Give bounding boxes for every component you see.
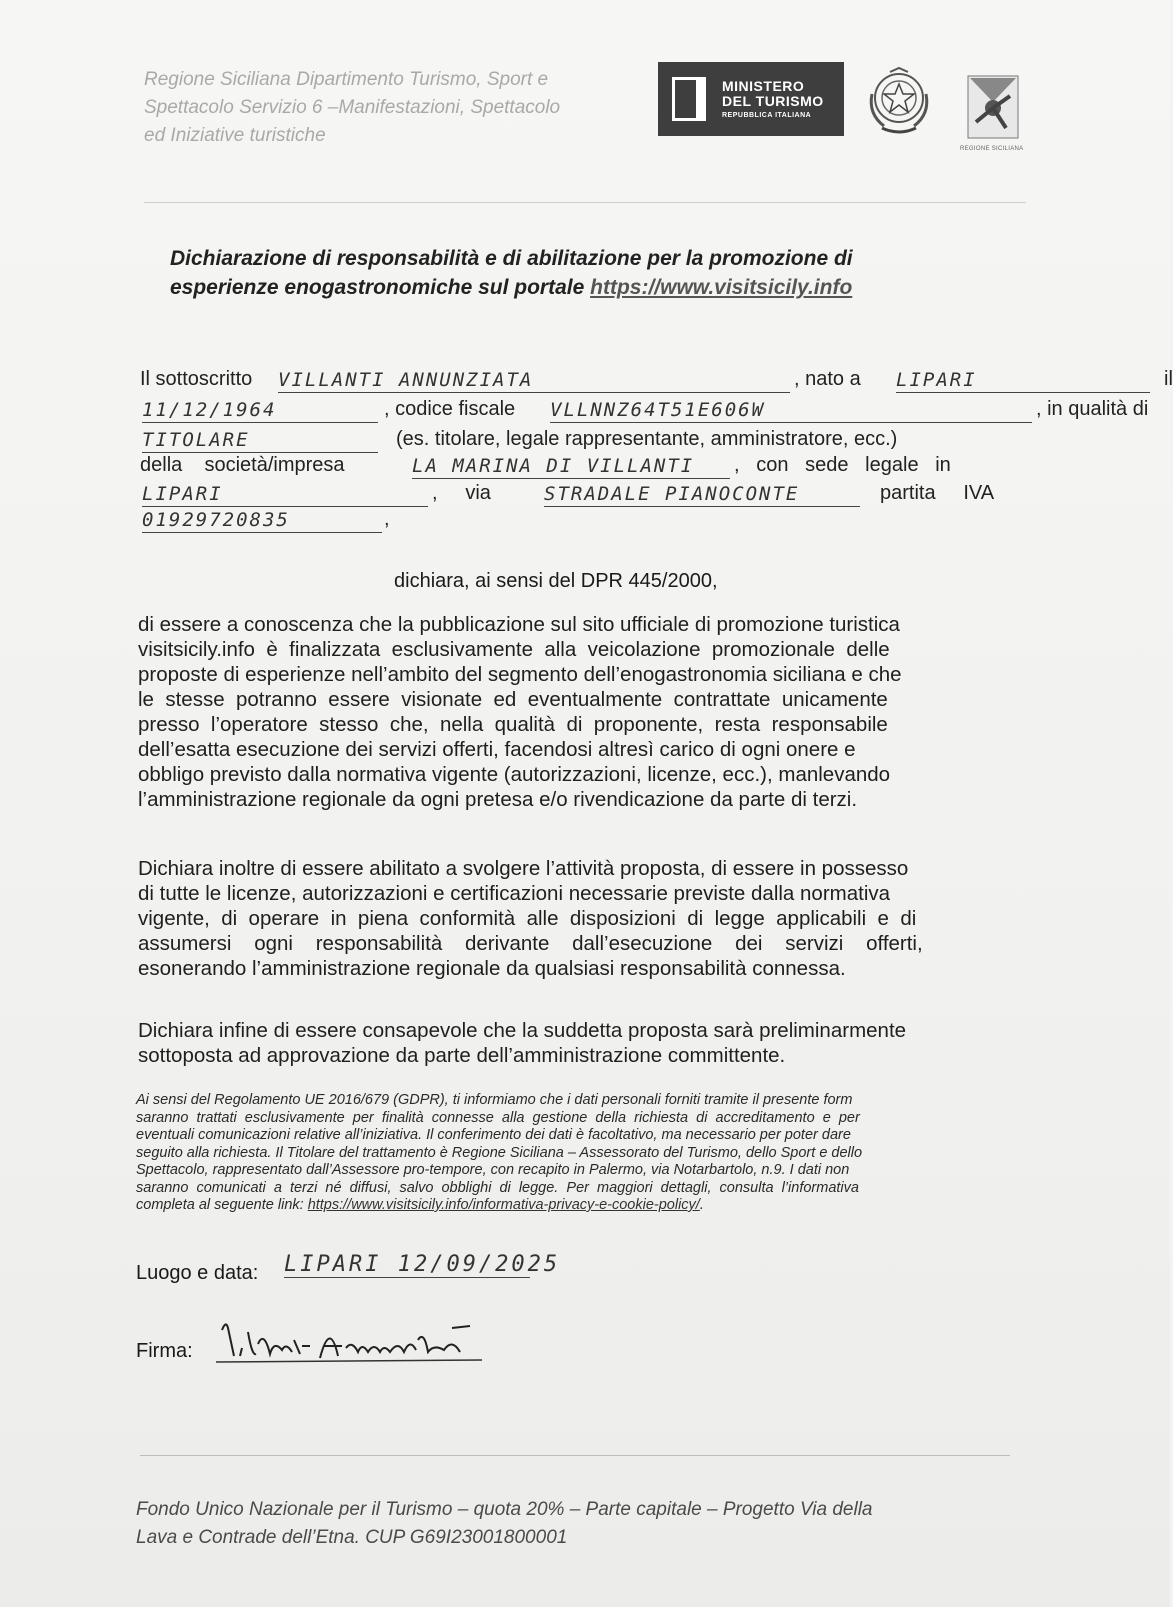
dept-line: ed Iniziative turistiche [144, 125, 326, 146]
nato-label: , nato a [794, 368, 861, 390]
privacy-line: seguito alla richiesta. Il Titolare del trattamento è Regione Siciliana – Assessorato del Turismo, dello Sport e dello [136, 1144, 863, 1161]
birthplace-field[interactable]: LIPARI [896, 368, 1150, 393]
paragraph-line: di essere a conoscenza che la pubblicazione sul sito ufficiale di promozione turistica [138, 613, 900, 636]
ministry-name-line1: MINISTERO [722, 78, 805, 94]
department-header [144, 66, 644, 150]
sede-label: , con sede legale in [734, 454, 951, 476]
dept-line: Spettacolo Servizio 6 –Manifestazioni, Spettacolo [144, 97, 561, 118]
privacy-line: eventuali comunicazioni relative all’iniziativa. Il conferimento dei dati è facoltativo, ma necessario per poter dare [136, 1127, 851, 1143]
paragraph-line: l’amministrazione regionale da ogni pretesa e/o rivendicazione da parte di terzi. [138, 788, 858, 811]
cf-label: , codice fiscale [384, 398, 516, 420]
paragraph-line: proposte di esperienze nell’ambito del segmento dell’enogastronomia siciliana e che [138, 663, 902, 686]
vat-field[interactable]: 01929720835 [142, 508, 382, 533]
birthdate-field[interactable]: 11/12/1964 [142, 398, 378, 423]
paragraph-line: vigente, di operare in piena conformità alle disposizioni di legge applicabili e di [138, 907, 917, 930]
dept-line: Regione Siciliana Dipartimento Turismo, Sport e [144, 69, 549, 90]
title-line: Dichiarazione di responsabilità e di abilitazione per la promozione di [170, 247, 853, 270]
region-label: REGIONE SICILIANA [960, 146, 1024, 152]
sottoscritto-field[interactable]: VILLANTI ANNUNZIATA [278, 368, 790, 393]
role-example-label: (es. titolare, legale rappresentante, amministratore, ecc.) [396, 428, 898, 450]
end-comma: , [384, 508, 390, 530]
paragraph-line: assumersi ogni responsabilità derivante dall’esecuzione dei servizi offerti, [138, 932, 923, 955]
ministry-logo [658, 62, 844, 136]
societa-label: della società/impresa [140, 454, 345, 476]
paragraph-line: Dichiara infine di essere consapevole che la suddetta proposta sarà preliminarmente [138, 1019, 907, 1042]
privacy-link-suffix: . [699, 1197, 704, 1213]
privacy-line: saranno trattati esclusivamente per finalità connesse alla gestione della richiesta di accreditamento e per [136, 1109, 860, 1126]
place-date-label: Luogo e data: [136, 1262, 259, 1284]
paragraph-line: esonerando l’amministrazione regionale da qualsiasi responsabilità connessa. [138, 957, 846, 980]
funding-footer [136, 1496, 1016, 1552]
paragraph-line: dell’esatta esecuzione dei servizi offerti, facendosi altresì carico di ogni onere e [138, 738, 856, 761]
paragraph-line: di tutte le licenze, autorizzazioni e certificazioni necessarie previste dalla normativa [138, 882, 891, 905]
iva-label: partita IVA [880, 482, 995, 504]
italian-emblem-icon [864, 64, 934, 140]
qualita-label: , in qualità di [1036, 398, 1149, 420]
title-line [170, 273, 1020, 302]
paragraph-line: le stesse potranno essere visionate ed eventualmente contrattate unicamente [138, 688, 888, 711]
privacy-link-prefix: completa al seguente link: [136, 1197, 308, 1213]
privacy-line: Ai sensi del Regolamento UE 2016/679 (GDPR), ti informiamo che i dati personali forniti tramite il presente form [136, 1092, 853, 1108]
role-field[interactable]: TITOLARE [142, 428, 378, 453]
footer-line: Lava e Contrade dell’Etna. CUP G69I23001800001 [136, 1527, 568, 1548]
paragraph-line: obbligo previsto dalla normativa vigente (autorizzazioni, licenze, ecc.), manlevando [138, 763, 891, 786]
title-line-text: esperienze enogastronomiche sul portale [170, 276, 591, 299]
declaration-heading: dichiara, ai sensi del DPR 445/2000, [394, 570, 718, 592]
privacy-line-last [136, 1197, 1026, 1215]
header-divider [144, 202, 1026, 203]
tax-code-field[interactable]: VLLNNZ64T51E606W [550, 398, 1032, 423]
privacy-line: Spettacolo, rappresentato dall’Assessore pro-tempore, con recapito in Palermo, via Notarbartolo, n.9. I dati non [136, 1162, 850, 1178]
declaration-paragraph-3 [138, 1018, 1026, 1068]
paragraph-line: Dichiara inoltre di essere abilitato a svolgere l’attività proposta, di essere in possesso [138, 857, 909, 880]
sottoscritto-label: Il sottoscritto [140, 368, 253, 390]
footer-divider [140, 1455, 1010, 1456]
ministry-name-line2: DEL TURISMO [722, 93, 824, 109]
handwritten-signature[interactable] [212, 1310, 502, 1370]
privacy-policy-link[interactable]: https://www.visitsicily.info/informativa-privacy-e-cookie-policy/ [307, 1197, 700, 1213]
signature-label: Firma: [136, 1340, 193, 1362]
trinacria-logo-icon [966, 72, 1020, 140]
via-label: , via [432, 482, 491, 504]
privacy-notice [136, 1092, 1026, 1215]
il-label: il [1164, 368, 1173, 390]
declaration-paragraph-1 [138, 612, 1026, 812]
footer-line: Fondo Unico Nazionale per il Turismo – quota 20% – Parte capitale – Progetto Via della [136, 1499, 873, 1520]
paragraph-line: visitsicily.info è finalizzata esclusivamente alla veicolazione promozionale delle [138, 638, 890, 661]
ministry-name-line3: REPUBBLICA ITALIANA [722, 112, 812, 119]
street-field[interactable]: STRADALE PIANOCONTE [544, 482, 860, 507]
company-field[interactable]: LA MARINA DI VILLANTI [412, 454, 730, 479]
registered-office-field[interactable]: LIPARI [142, 482, 428, 507]
paragraph-line: presso l’operatore stesso che, nella qualità di proponente, resta responsabile [138, 713, 888, 736]
privacy-line: saranno comunicati a terzi né diffusi, salvo obblighi di legge. Per maggiori dettagli, consulta l’informativa [136, 1179, 859, 1196]
portal-link[interactable]: https://www.visitsicily.info [590, 276, 853, 299]
declaration-paragraph-2 [138, 856, 1026, 981]
place-date-field[interactable]: LIPARI 12/09/2025 [284, 1252, 561, 1277]
paragraph-line: sottoposta ad approvazione da parte dell’amministrazione committente. [138, 1044, 786, 1067]
document-title [170, 244, 1020, 302]
ministry-mark-icon [672, 77, 706, 121]
